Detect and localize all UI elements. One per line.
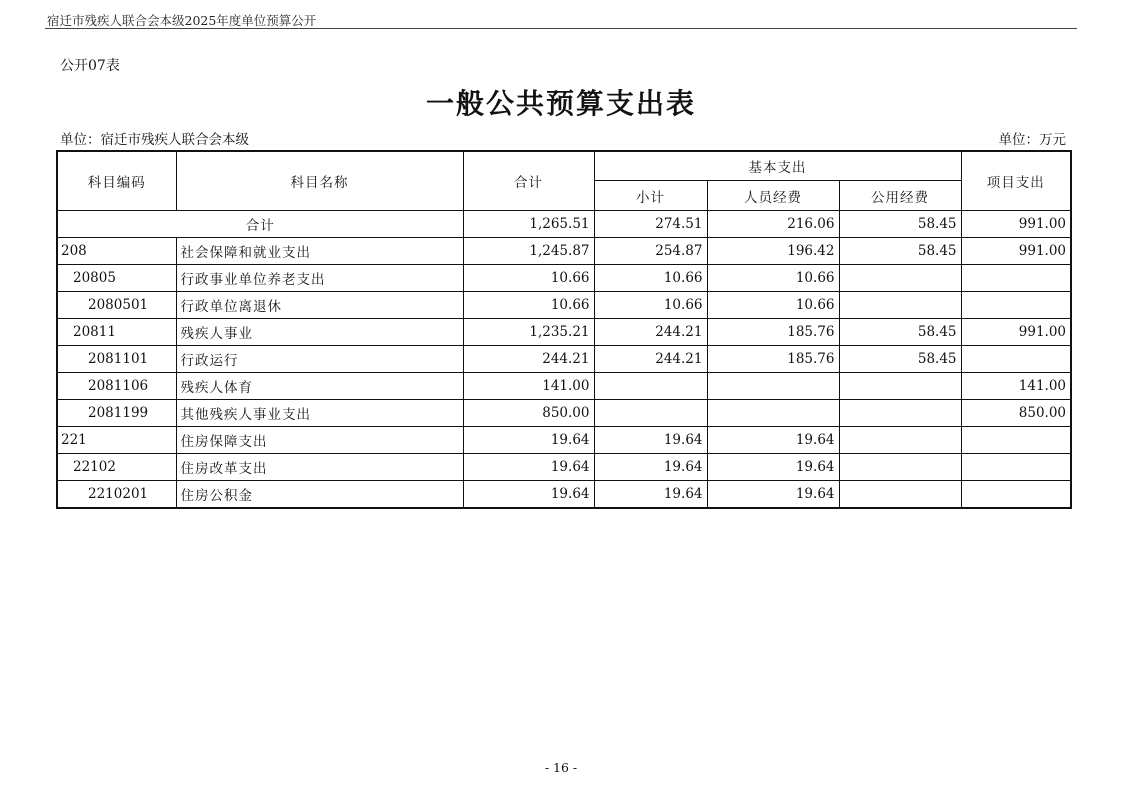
row-code: 2080501	[57, 292, 176, 319]
row-personnel: 10.66	[707, 265, 839, 292]
page-number: - 16 -	[544, 760, 578, 775]
row-subtotal: 244.21	[594, 346, 707, 373]
row-personnel: 196.42	[707, 238, 839, 265]
table-row	[57, 319, 1071, 346]
row-personnel: 19.64	[707, 481, 839, 509]
total-row	[57, 211, 1071, 238]
row-subtotal	[594, 400, 707, 427]
row-name: 其他残疾人事业支出	[176, 400, 463, 427]
col-header-total: 合计	[463, 151, 594, 211]
row-total: 19.64	[463, 454, 594, 481]
table-id: 公开07表	[60, 58, 120, 74]
row-subtotal: 19.64	[594, 481, 707, 509]
row-public	[839, 373, 961, 400]
col-header-subtotal: 小计	[594, 181, 707, 211]
row-public: 58.45	[839, 238, 961, 265]
row-project	[961, 427, 1071, 454]
row-total: 10.66	[463, 265, 594, 292]
table-row	[57, 373, 1071, 400]
total-row-subtotal: 274.51	[594, 211, 707, 238]
budget-table	[56, 150, 1072, 509]
row-code: 2081106	[57, 373, 176, 400]
row-name: 残疾人事业	[176, 319, 463, 346]
row-total: 19.64	[463, 427, 594, 454]
row-subtotal: 10.66	[594, 292, 707, 319]
row-name: 行政事业单位养老支出	[176, 265, 463, 292]
row-personnel: 19.64	[707, 454, 839, 481]
row-public	[839, 265, 961, 292]
row-public	[839, 400, 961, 427]
row-public	[839, 454, 961, 481]
row-code: 20805	[57, 265, 176, 292]
row-code: 2210201	[57, 481, 176, 509]
row-name: 社会保障和就业支出	[176, 238, 463, 265]
row-total: 850.00	[463, 400, 594, 427]
row-personnel: 19.64	[707, 427, 839, 454]
row-name: 行政单位离退休	[176, 292, 463, 319]
row-subtotal: 254.87	[594, 238, 707, 265]
row-total: 19.64	[463, 481, 594, 509]
total-row-project: 991.00	[961, 211, 1071, 238]
running-header: 宿迁市残疾人联合会本级2025年度单位预算公开	[47, 13, 317, 28]
table-row	[57, 454, 1071, 481]
row-name: 住房改革支出	[176, 454, 463, 481]
row-project: 850.00	[961, 400, 1071, 427]
row-code: 20811	[57, 319, 176, 346]
row-code: 22102	[57, 454, 176, 481]
row-public	[839, 292, 961, 319]
unit-money-label: 单位：万元	[998, 132, 1066, 148]
table-row	[57, 238, 1071, 265]
header-rule	[45, 28, 1077, 29]
row-project	[961, 292, 1071, 319]
col-header-code: 科目编码	[57, 151, 176, 211]
col-header-name: 科目名称	[176, 151, 463, 211]
table-row	[57, 427, 1071, 454]
table-row	[57, 400, 1071, 427]
row-project: 141.00	[961, 373, 1071, 400]
row-project	[961, 481, 1071, 509]
col-header-basic: 基本支出	[594, 151, 961, 181]
row-total: 1,235.21	[463, 319, 594, 346]
header-row	[57, 151, 1071, 181]
col-header-public: 公用经费	[839, 181, 961, 211]
row-code: 2081101	[57, 346, 176, 373]
total-row-label: 合计	[57, 211, 463, 238]
row-personnel: 185.76	[707, 346, 839, 373]
total-row-public: 58.45	[839, 211, 961, 238]
row-name: 住房公积金	[176, 481, 463, 509]
row-project: 991.00	[961, 319, 1071, 346]
total-row-personnel: 216.06	[707, 211, 839, 238]
row-subtotal: 19.64	[594, 427, 707, 454]
unit-org-label: 单位：宿迁市残疾人联合会本级	[60, 132, 249, 148]
row-public	[839, 481, 961, 509]
row-total: 10.66	[463, 292, 594, 319]
row-project: 991.00	[961, 238, 1071, 265]
row-code: 221	[57, 427, 176, 454]
row-personnel: 10.66	[707, 292, 839, 319]
col-header-personnel: 人员经费	[707, 181, 839, 211]
row-name: 行政运行	[176, 346, 463, 373]
row-project	[961, 265, 1071, 292]
row-public: 58.45	[839, 319, 961, 346]
row-project	[961, 454, 1071, 481]
row-total: 244.21	[463, 346, 594, 373]
row-code: 208	[57, 238, 176, 265]
row-public	[839, 427, 961, 454]
row-personnel	[707, 373, 839, 400]
table-row	[57, 265, 1071, 292]
row-project	[961, 346, 1071, 373]
row-name: 住房保障支出	[176, 427, 463, 454]
total-row-total: 1,265.51	[463, 211, 594, 238]
row-subtotal: 19.64	[594, 454, 707, 481]
row-total: 1,245.87	[463, 238, 594, 265]
table-row	[57, 292, 1071, 319]
table-row	[57, 346, 1071, 373]
row-public: 58.45	[839, 346, 961, 373]
row-subtotal	[594, 373, 707, 400]
row-code: 2081199	[57, 400, 176, 427]
row-personnel: 185.76	[707, 319, 839, 346]
row-subtotal: 10.66	[594, 265, 707, 292]
row-name: 残疾人体育	[176, 373, 463, 400]
row-total: 141.00	[463, 373, 594, 400]
table-row	[57, 481, 1071, 509]
col-header-project: 项目支出	[961, 151, 1071, 211]
page-title: 一般公共预算支出表	[425, 87, 696, 120]
row-personnel	[707, 400, 839, 427]
row-subtotal: 244.21	[594, 319, 707, 346]
